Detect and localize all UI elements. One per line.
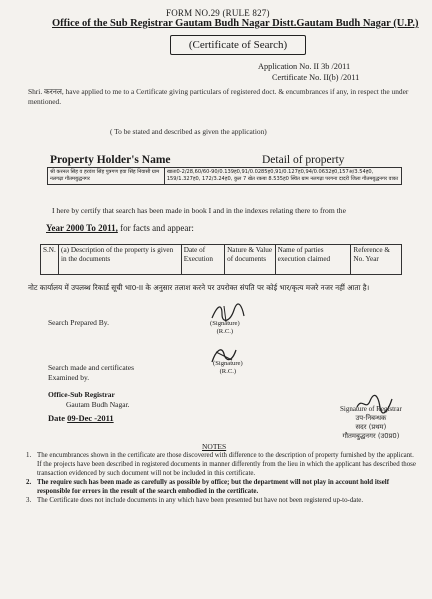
certificate-number: Certificate No. II(b) /2011 — [272, 73, 360, 82]
encumbrance-table — [40, 244, 402, 275]
office-title: Office of the Sub Registrar Gautam Budh Nagar Distt.Gautam Budh Nagar (U.P.) — [52, 18, 419, 29]
description-instruction: ( To be stated and described as given the application) — [110, 127, 267, 136]
col-parties: Name of parties execution claimed — [275, 245, 351, 275]
year-range-line — [46, 223, 194, 233]
registrar-stamp-line-3: गौतमबुद्धनगर (उ0प्र0) — [342, 431, 400, 440]
certify-statement: I here by certify that search has been made in book I and in the indexes relating there to from the — [52, 206, 346, 215]
document-title: (Certificate of Search) — [188, 39, 288, 51]
office-place: Gautam Budh Nagar. — [66, 399, 130, 409]
table-row — [48, 168, 402, 185]
notes-heading: NOTES — [202, 442, 227, 451]
property-detail-heading: Detail of property — [262, 154, 345, 166]
issue-date — [48, 413, 114, 423]
note-text: The encumbrances shown in the certificate are those discovered with difference to the description of property furnished by the applicant. If the projects have been described in registered documents in manner differently from the lieu in which the applicant has described those transaction evidenced by such document will not be included in this certificate. — [37, 452, 416, 477]
registrar-stamp-line-2: सदर (प्रथम) — [355, 422, 387, 431]
note-item — [26, 478, 416, 496]
col-date: Date of Execution — [181, 245, 224, 275]
note-text: The Certificate does not include documents in any which have been presented but have not been registered up-to-date. — [37, 497, 364, 504]
registrar-stamp-line-1: उप-निबन्धक — [355, 413, 387, 422]
office-sub-label: Office-Sub Registrar — [48, 390, 115, 399]
date-value: 09-Dec -2011 — [67, 413, 114, 423]
rc-label: (R.C.) — [216, 328, 234, 335]
col-nature: Nature & Value of documents — [225, 245, 276, 275]
note-number: 2. — [26, 479, 32, 486]
note-number: 1. — [26, 452, 32, 459]
date-label: Date — [48, 413, 65, 423]
signature-block-2 — [213, 360, 243, 376]
rc-label: (R.C.) — [219, 368, 237, 375]
form-number: FORM NO.29 (RULE 827) — [166, 8, 270, 18]
application-statement: Shri. करनल, have applied to me to a Certificate giving particulars of registered doct. & encumbrances if any, in respect the under mentioned. — [28, 87, 409, 106]
property-holder-cell: श्री करनल सिंह व हरवंश सिंह पुत्रगण हवा सिंह निवासी ग्राम नलगढ़ा गौतमबुद्धनगर — [48, 168, 165, 185]
property-table — [47, 167, 402, 185]
search-prepared-by: Search Prepared By. — [48, 318, 109, 327]
hindi-note: नोट कार्यालय में उपलब्ध रिकार्ड सूची भा0-II के अनुसार तलाश करने पर उपरोक्त संपति पर कोई भार/कृत्य मजरे नजर नहीं आता है। — [28, 283, 370, 292]
col-reference: Reference & No. Year — [351, 245, 402, 275]
property-holder-heading: Property Holder's Name — [50, 154, 171, 166]
signature-label: (Signature) — [210, 320, 240, 327]
examined-by-label: Examined by. — [48, 372, 90, 382]
notes-list — [26, 451, 416, 505]
note-text: The require such has been made as carefully as possible by office; but the department will not play in account hold itself responsible for errors in the result of the search embodied in the certificate. — [37, 479, 390, 495]
document-title-box — [170, 35, 306, 55]
year-suffix: for facts and appear: — [120, 223, 194, 233]
note-item — [26, 451, 416, 478]
signature-label: (Signature) — [213, 360, 243, 367]
registrar-signature-label: Signature of Registrar — [340, 405, 402, 413]
search-made-label: Search made and certificates — [48, 363, 134, 372]
examination-block — [48, 363, 134, 382]
office-sub-registrar — [48, 390, 130, 409]
application-number: Application No. II 3b /2011 — [258, 62, 351, 71]
registrar-signature-block — [340, 405, 402, 441]
note-item — [26, 496, 416, 505]
signature-block-1 — [210, 320, 240, 336]
table-header-row — [41, 245, 402, 275]
note-number: 3. — [26, 497, 32, 504]
property-detail-cell: खाता0-2/28,60/60-90/0.139ह0,91/0.0285ह0,91/0.127ह0,94/0.0632ह0,157अ/3.54ह0, 159/1.327ह0, 172/3.24ह0, कुल 7 खेत रकबा 8.535ह0 स्थित ग्राम नलगढ़ा परगना दादरी जिला गौतमबुद्धनगर वाका — [164, 168, 401, 185]
year-range: Year 2000 To 2011, — [46, 223, 118, 233]
col-description: (a) Description of the property is given in the documents — [59, 245, 182, 275]
col-serial: S.N. — [41, 245, 59, 275]
